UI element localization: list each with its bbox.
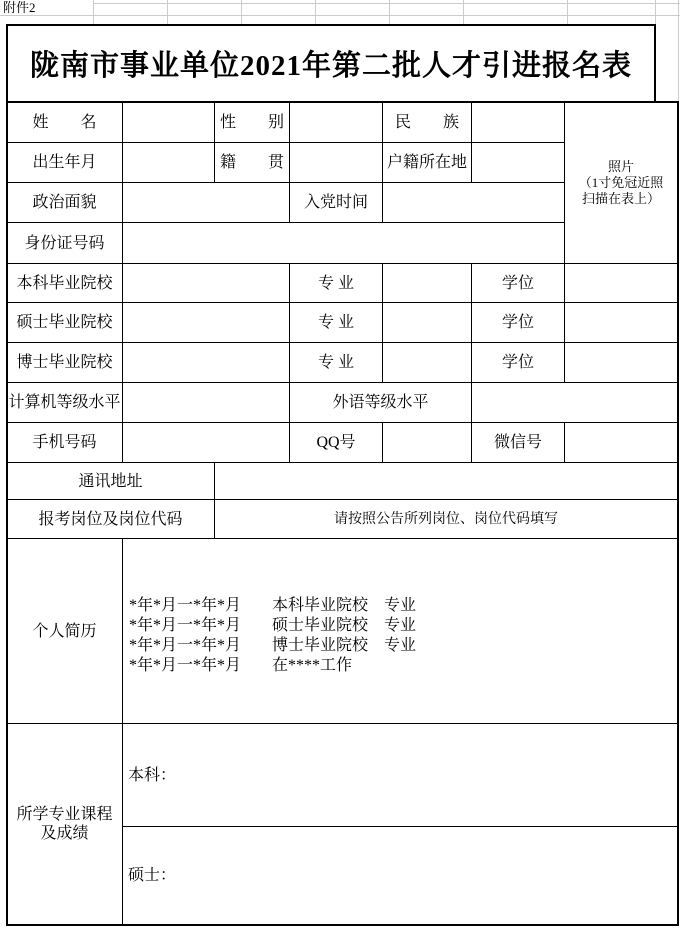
- label-name: 姓 名: [7, 102, 123, 143]
- resume-line: [129, 636, 416, 656]
- label-political-status: 政治面貌: [7, 183, 123, 223]
- resume-period: *年*月一*年*月: [129, 657, 242, 674]
- resume-line: [129, 596, 416, 616]
- field-bachelor-school-cell[interactable]: [123, 264, 290, 303]
- label-qq-number: QQ号: [290, 423, 383, 463]
- resume-line: [129, 616, 416, 636]
- field-master-school-cell[interactable]: [123, 303, 290, 343]
- field-personal-resume-cell[interactable]: [123, 539, 678, 724]
- label-bachelor-school: 本科毕业院校: [7, 264, 123, 303]
- label-courses-master: 硕士：: [128, 867, 177, 884]
- gridline: [463, 0, 464, 25]
- field-doctor-degree-cell[interactable]: [565, 343, 678, 383]
- label-personal-resume: 个人简历: [7, 539, 123, 724]
- field-political-status-cell[interactable]: [123, 183, 290, 223]
- label-courses-grades: [7, 724, 123, 925]
- label-doctor-major: 专 业: [290, 343, 383, 383]
- label-mailing-address: 通讯地址: [7, 463, 215, 500]
- form-title: 陇南市事业单位2021年第二批人才引进报名表: [6, 24, 656, 103]
- resume-detail: 本科毕业院校 专业: [272, 597, 417, 614]
- attachment-label: 附件2: [3, 0, 36, 15]
- photo-placeholder-cell[interactable]: [565, 102, 678, 264]
- gridline: [93, 0, 94, 25]
- gridline: [315, 0, 316, 25]
- field-gender-cell[interactable]: [290, 102, 383, 143]
- label-courses-bachelor: 本科：: [128, 766, 177, 784]
- resume-detail: 博士毕业院校 专业: [272, 637, 417, 654]
- label-household-location: 户籍所在地: [383, 143, 472, 183]
- field-courses-bachelor-cell[interactable]: [123, 724, 678, 827]
- label-gender: 性 别: [215, 102, 290, 143]
- label-bachelor-major: 专 业: [290, 264, 383, 303]
- label-mobile-number: 手机号码: [7, 423, 123, 463]
- label-ethnicity: 民 族: [383, 102, 472, 143]
- field-mobile-number-cell[interactable]: [123, 423, 290, 463]
- field-qq-number-cell[interactable]: [383, 423, 472, 463]
- field-master-major-cell[interactable]: [383, 303, 472, 343]
- label-birth-date: 出生年月: [7, 143, 123, 183]
- label-bachelor-degree: 学位: [472, 264, 565, 303]
- resume-period: *年*月一*年*月: [129, 597, 242, 614]
- label-doctor-degree: 学位: [472, 343, 565, 383]
- field-name-cell[interactable]: [123, 102, 215, 143]
- label-computer-level: 计算机等级水平: [7, 383, 123, 423]
- label-position-code: 报考岗位及岗位代码: [7, 500, 215, 539]
- photo-note-line2: （1寸免冠近照: [578, 174, 664, 190]
- photo-note-line1: 照片: [607, 158, 634, 174]
- field-party-join-time-cell[interactable]: [383, 183, 565, 223]
- label-wechat-id: 微信号: [472, 423, 565, 463]
- field-bachelor-degree-cell[interactable]: [565, 264, 678, 303]
- label-party-join-time: 入党时间: [290, 183, 383, 223]
- label-native-place: 籍 贯: [215, 143, 290, 183]
- photo-note-line3: 扫描在表上）: [581, 190, 660, 206]
- field-doctor-school-cell[interactable]: [123, 343, 290, 383]
- resume-detail: 在****工作: [272, 657, 353, 674]
- field-household-location-cell[interactable]: [472, 143, 565, 183]
- gridline: [678, 0, 679, 101]
- field-birth-date-cell[interactable]: [123, 143, 215, 183]
- field-master-degree-cell[interactable]: [565, 303, 678, 343]
- field-mailing-address-cell[interactable]: [215, 463, 678, 500]
- field-ethnicity-cell[interactable]: [472, 102, 565, 143]
- resume-period: *年*月一*年*月: [129, 617, 242, 634]
- field-wechat-id-cell[interactable]: [565, 423, 678, 463]
- label-foreign-language-level: 外语等级水平: [290, 383, 472, 423]
- field-foreign-language-level-cell[interactable]: [472, 383, 678, 423]
- label-courses-grades-line1: 所学专业课程: [16, 806, 113, 823]
- label-master-degree: 学位: [472, 303, 565, 343]
- label-courses-grades-line2: 及成绩: [40, 825, 89, 842]
- field-id-number-cell[interactable]: [123, 223, 565, 264]
- gridline: [241, 0, 242, 25]
- field-native-place-cell[interactable]: [290, 143, 383, 183]
- field-bachelor-major-cell[interactable]: [383, 264, 472, 303]
- resume-detail: 硕士毕业院校 专业: [272, 617, 417, 634]
- resume-period: *年*月一*年*月: [129, 637, 242, 654]
- gridline: [0, 15, 680, 16]
- field-courses-master-cell[interactable]: [123, 827, 678, 925]
- label-doctor-school: 博士毕业院校: [7, 343, 123, 383]
- label-id-number: 身份证号码: [7, 223, 123, 264]
- gridline: [93, 3, 680, 4]
- resume-line: [129, 656, 416, 676]
- label-master-major: 专 业: [290, 303, 383, 343]
- field-doctor-major-cell[interactable]: [383, 343, 472, 383]
- field-computer-level-cell[interactable]: [123, 383, 290, 423]
- gridline: [389, 0, 390, 25]
- gridline: [567, 0, 568, 25]
- gridline: [655, 0, 656, 25]
- gridline: [167, 0, 168, 25]
- label-master-school: 硕士毕业院校: [7, 303, 123, 343]
- field-position-code-cell[interactable]: 请按照公告所列岗位、岗位代码填写: [215, 500, 678, 539]
